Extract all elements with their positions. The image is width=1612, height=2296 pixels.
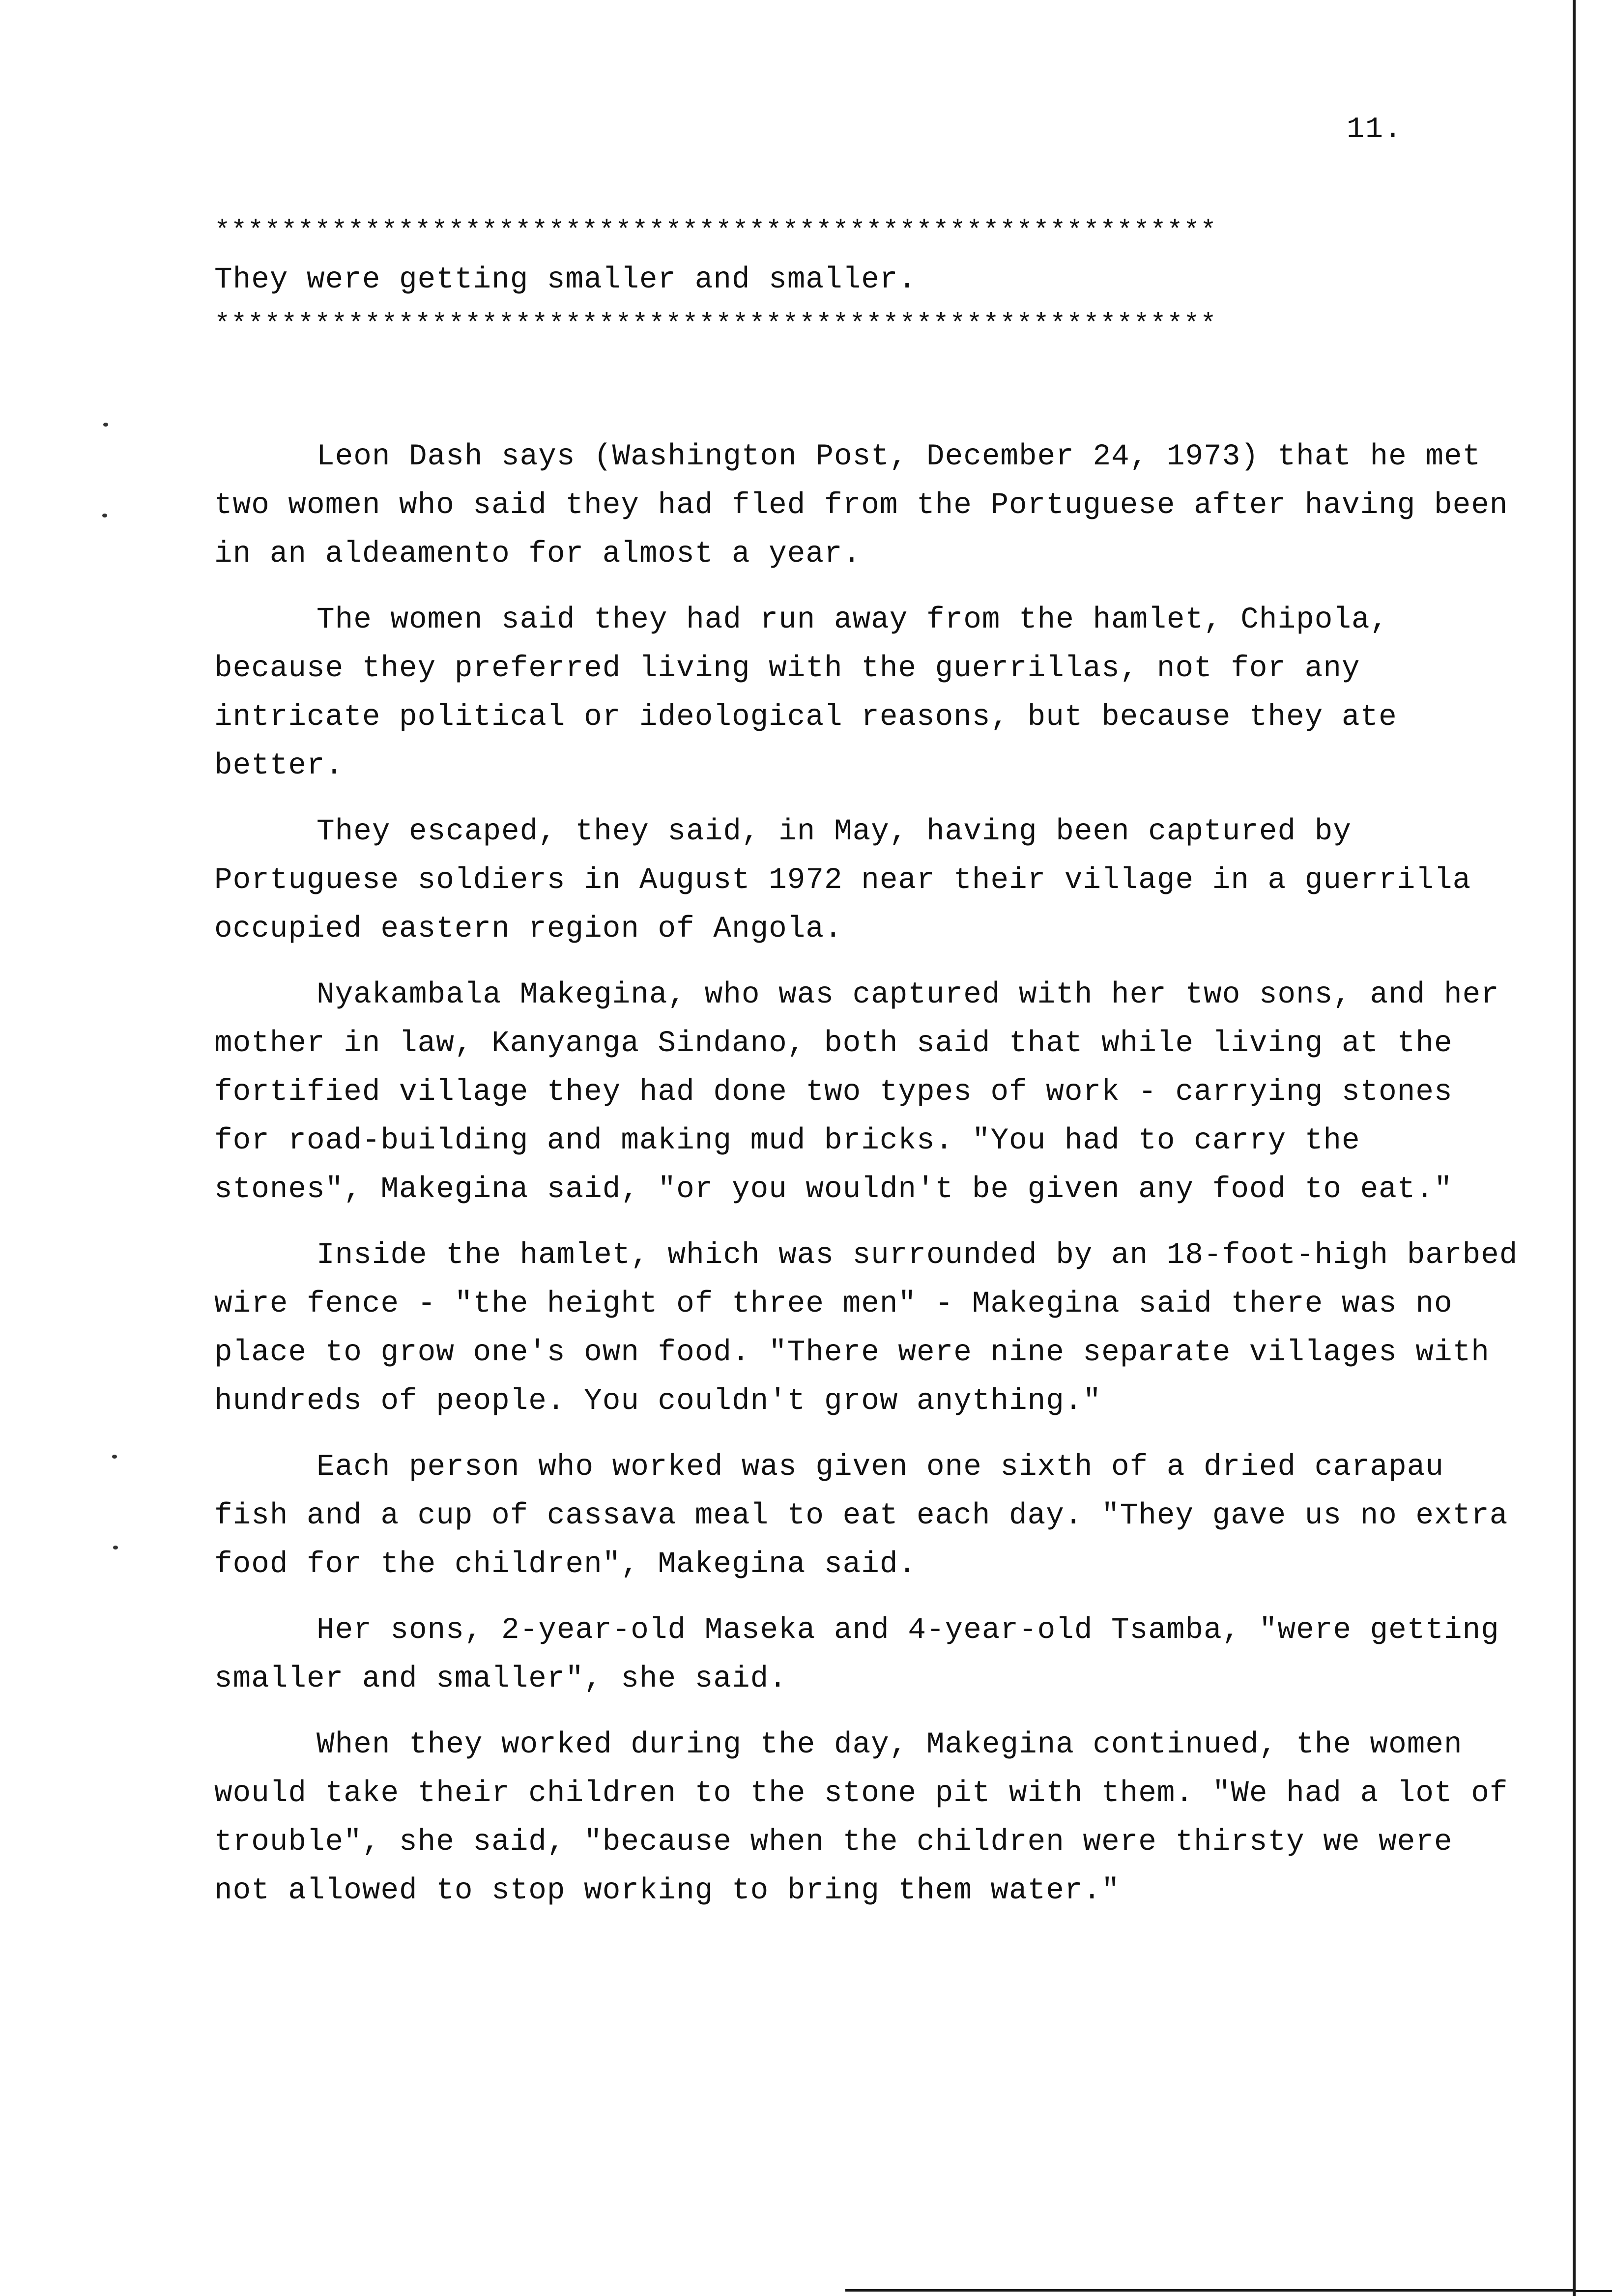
page-bottom-line [845,2289,1573,2292]
page-number: 11. [1347,113,1403,146]
margin-mark [103,423,108,427]
margin-mark [102,514,107,517]
paragraph: When they worked during the day, Makegina continued, the women would take their children to the stone pit with them. "We had a lot of trouble", she said, "because when the children were thirsty we were not allowed to stop working to bring them water." [214,1728,1508,1908]
page-edge-line [1573,0,1576,2296]
paragraph: Each person who worked was given one sixth of a dried carapau fish and a cup of cassava meal to eat each day. "They gave us no extra food for the children", Makegina said. [214,1450,1508,1581]
pull-quote: They were getting smaller and smaller. [214,263,917,297]
asterisk-rule-bottom: ************************************************************ [214,310,1217,340]
paragraph: Her sons, 2-year-old Maseka and 4-year-old Tsamba, "were getting smaller and smaller", she said. [214,1613,1499,1696]
paragraph: Inside the hamlet, which was surrounded by an 18-foot-high barbed wire fence - "the height of three men" - Makegina said there was no place to grow one's own food. "There were nine separate villages with hundreds of people. You couldn't grow anything." [214,1238,1518,1418]
paragraph: Nyakambala Makegina, who was captured with her two sons, and her mother in law, Kanyanga Sindano, both said that while living at the fortified village they had done two types of work - carrying stones for road-building and making mud bricks. "You had to carry the stones", Makegina said, "or you wouldn't be given any food to eat." [214,978,1499,1206]
margin-mark [112,1455,117,1459]
article-body [214,432,1522,1932]
margin-mark [113,1546,118,1550]
asterisk-rule-top: ************************************************************ [214,216,1217,246]
paragraph: They escaped, they said, in May, having been captured by Portuguese soldiers in August 1972 near their village in a guerrilla occupied eastern region of Angola. [214,815,1471,946]
paragraph: Leon Dash says (Washington Post, December 24, 1973) that he met two women who said they had fled from the Portuguese after having been in an aldeamento for almost a year. [214,440,1508,571]
paragraph: The women said they had run away from the hamlet, Chipola, because they preferred living with the guerrillas, not for any intricate political or ideological reasons, but because they ate better. [214,603,1397,783]
page-bottom-corner-line [1576,2290,1612,2292]
